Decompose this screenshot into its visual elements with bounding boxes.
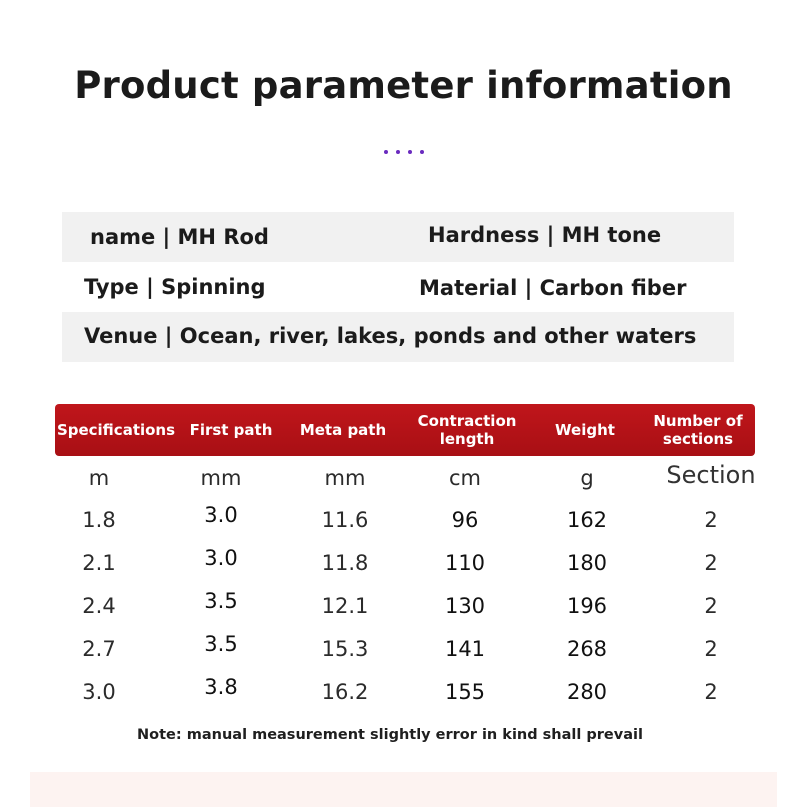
param-material: Material | Carbon fiber [419, 276, 687, 300]
bottom-band [30, 772, 777, 807]
cell-spec: 1.8 [82, 508, 116, 532]
header-specifications: Specifications [56, 421, 176, 439]
header-number-of-sections: Number of sections [653, 412, 743, 448]
cell-spec: 2.7 [82, 637, 116, 661]
unit-cell: mm [200, 466, 242, 490]
table-row [55, 629, 755, 669]
cell-contraction: 130 [444, 594, 486, 618]
cell-meta-path: 16.2 [321, 680, 369, 704]
param-venue: Venue | Ocean, river, lakes, ponds and other waters [84, 324, 697, 348]
dot-icon [396, 150, 400, 154]
cell-first-path: 3.5 [204, 589, 238, 613]
cell-sections: 2 [704, 594, 718, 618]
table-row [55, 543, 755, 583]
unit-cell: g [580, 466, 594, 490]
units-row [55, 458, 755, 498]
cell-sections: 2 [704, 637, 718, 661]
cell-sections: 2 [704, 551, 718, 575]
param-row-venue [62, 312, 734, 362]
cell-sections: 2 [704, 680, 718, 704]
header-weight: Weight [555, 421, 615, 439]
table-row [55, 672, 755, 712]
decorative-dots [0, 140, 807, 160]
cell-contraction: 155 [444, 680, 486, 704]
cell-first-path: 3.8 [204, 675, 238, 699]
cell-contraction: 110 [444, 551, 486, 575]
table-header [55, 404, 755, 456]
cell-meta-path: 11.6 [321, 508, 369, 532]
unit-cell: mm [324, 466, 366, 490]
param-name: name | MH Rod [90, 225, 269, 249]
header-contraction-length: Contraction length [417, 412, 517, 448]
header-first-path: First path [189, 421, 273, 439]
cell-contraction: 96 [451, 508, 479, 532]
cell-first-path: 3.0 [204, 503, 238, 527]
cell-spec: 2.1 [82, 551, 116, 575]
param-row-type-material [62, 262, 734, 312]
table-row [55, 500, 755, 540]
param-type: Type | Spinning [84, 275, 266, 299]
cell-spec: 2.4 [82, 594, 116, 618]
dot-icon [420, 150, 424, 154]
cell-weight: 196 [566, 594, 608, 618]
param-hardness: Hardness | MH tone [428, 223, 662, 247]
param-row-name-hardness [62, 212, 734, 262]
cell-meta-path: 15.3 [321, 637, 369, 661]
cell-weight: 180 [566, 551, 608, 575]
page-title: Product parameter information [74, 64, 733, 107]
table-row [55, 586, 755, 626]
cell-first-path: 3.5 [204, 632, 238, 656]
header-meta-path: Meta path [299, 421, 387, 439]
cell-contraction: 141 [444, 637, 486, 661]
cell-sections: 2 [704, 508, 718, 532]
cell-weight: 268 [566, 637, 608, 661]
cell-meta-path: 12.1 [321, 594, 369, 618]
measurement-note: Note: manual measurement slightly error in kind shall prevail [137, 727, 643, 743]
cell-spec: 3.0 [82, 680, 116, 704]
cell-weight: 280 [566, 680, 608, 704]
unit-cell: cm [448, 466, 481, 490]
unit-cell: m [88, 466, 110, 490]
unit-cell: Section [666, 461, 756, 489]
dot-icon [408, 150, 412, 154]
cell-weight: 162 [566, 508, 608, 532]
parameter-list [62, 212, 734, 364]
cell-first-path: 3.0 [204, 546, 238, 570]
cell-meta-path: 11.8 [321, 551, 369, 575]
dot-icon [384, 150, 388, 154]
